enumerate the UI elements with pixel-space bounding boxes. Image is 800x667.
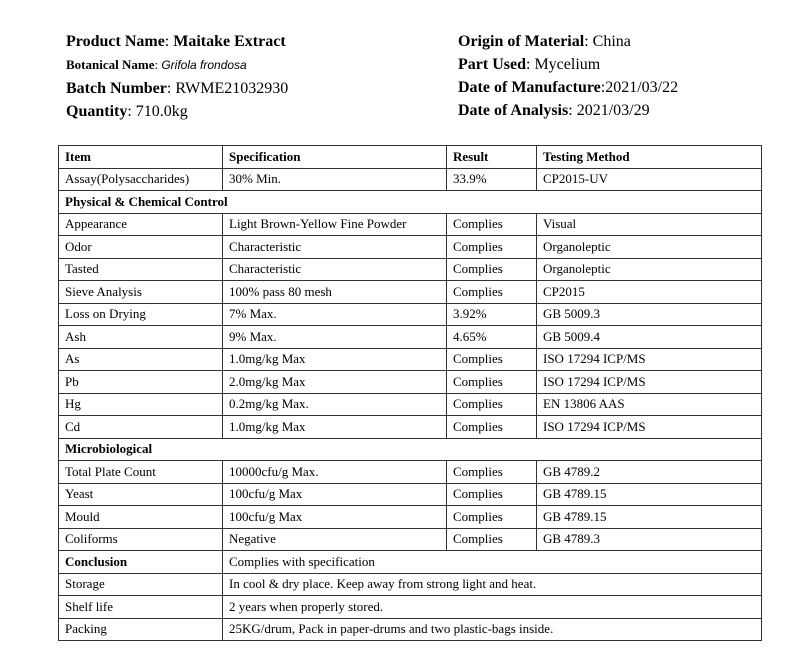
header-right [458,30,678,122]
result-cell: Complies [447,416,537,439]
section-row-micro [59,438,762,461]
analysis-date-label: Date of Analysis [458,102,569,119]
specification-cell: 0.2mg/kg Max. [223,393,447,416]
item-cell: Hg [59,393,223,416]
table-row [59,258,762,281]
item-cell: Total Plate Count [59,461,223,484]
specification-cell: Light Brown-Yellow Fine Powder [223,213,447,236]
table-row [59,281,762,304]
specification-cell: 10000cfu/g Max. [223,461,447,484]
table-row [59,371,762,394]
method-cell: CP2015 [537,281,762,304]
product-name-row: Product Name: Maitake Extract [66,33,286,50]
method-cell: Organoleptic [537,236,762,259]
item-cell: Cd [59,416,223,439]
storage-value: In cool & dry place. Keep away from strong light and heat. [223,573,762,596]
result-cell: 4.65% [447,326,537,349]
product-name-label: Product Name [66,33,165,50]
item-cell: Tasted [59,258,223,281]
method-cell: Organoleptic [537,258,762,281]
part-used-row: Part Used: Mycelium [458,56,601,73]
item-cell: Coliforms [59,528,223,551]
botanical-name-label: Botanical Name [66,57,155,72]
batch-number-row: Batch Number: RWME21032930 [66,80,289,97]
analysis-date-value: 2021/03/29 [576,102,650,119]
section-title-physical: Physical & Chemical Control [59,191,762,214]
method-cell: GB 5009.3 [537,303,762,326]
part-used-label: Part Used [458,56,526,73]
result-cell: Complies [447,393,537,416]
specification-cell: 1.0mg/kg Max [223,416,447,439]
product-name-value: Maitake Extract [173,33,286,50]
conclusion-label: Conclusion [59,551,223,574]
table-row [59,326,762,349]
origin-value: China [592,33,631,50]
specification-cell: 7% Max. [223,303,447,326]
result-cell: Complies [447,528,537,551]
table-row [59,348,762,371]
result-cell: Complies [447,506,537,529]
specification-cell: Characteristic [223,258,447,281]
column-header-testing-method: Testing Method [537,146,762,169]
specification-cell: Characteristic [223,236,447,259]
packing-label: Packing [59,618,223,641]
specification-cell: 100cfu/g Max [223,483,447,506]
table-row [59,236,762,259]
method-cell: ISO 17294 ICP/MS [537,371,762,394]
table-row-assay [59,168,762,191]
quantity-label: Quantity [66,103,128,120]
conclusion-row [59,551,762,574]
manufacture-date-value: 2021/03/22 [605,79,679,96]
botanical-name-row: Botanical Name: Grifola frondosa [66,57,247,72]
column-header-item: Item [59,146,223,169]
result-cell: Complies [447,348,537,371]
result-cell: 3.92% [447,303,537,326]
specification-cell: 9% Max. [223,326,447,349]
specification-cell: 2.0mg/kg Max [223,371,447,394]
result-cell: Complies [447,371,537,394]
table-row [59,303,762,326]
item-cell: Pb [59,371,223,394]
packing-value: 25KG/drum, Pack in paper-drums and two plastic-bags inside. [223,618,762,641]
shelf-life-value: 2 years when properly stored. [223,596,762,619]
specification-cell: Negative [223,528,447,551]
origin-label: Origin of Material [458,33,585,50]
item-cell: Sieve Analysis [59,281,223,304]
part-used-value: Mycelium [534,56,601,73]
table-row [59,461,762,484]
botanical-name-value: Grifola frondosa [161,58,247,72]
method-cell: GB 4789.2 [537,461,762,484]
assay-result: 33.9% [447,168,537,191]
assay-specification: 30% Min. [223,168,447,191]
table-row [59,483,762,506]
method-cell: GB 4789.15 [537,483,762,506]
table-row [59,416,762,439]
result-cell: Complies [447,236,537,259]
conclusion-value: Complies with specification [223,551,762,574]
result-cell: Complies [447,258,537,281]
method-cell: Visual [537,213,762,236]
storage-label: Storage [59,573,223,596]
header-left [66,30,288,123]
item-cell: Odor [59,236,223,259]
method-cell: ISO 17294 ICP/MS [537,416,762,439]
method-cell: GB 4789.15 [537,506,762,529]
table-row [59,528,762,551]
assay-method: CP2015-UV [537,168,762,191]
manufacture-date-label: Date of Manufacture [458,79,601,96]
shelf-life-row [59,596,762,619]
specification-cell: 1.0mg/kg Max [223,348,447,371]
specification-table [58,145,762,641]
result-cell: Complies [447,213,537,236]
packing-row [59,618,762,641]
specification-cell: 100% pass 80 mesh [223,281,447,304]
method-cell: GB 4789.3 [537,528,762,551]
result-cell: Complies [447,483,537,506]
table-row [59,213,762,236]
origin-row: Origin of Material: China [458,33,631,50]
table-row [59,393,762,416]
result-cell: Complies [447,461,537,484]
column-header-specification: Specification [223,146,447,169]
physical-rows [59,213,762,438]
section-row-physical [59,191,762,214]
quantity-row: Quantity: 710.0kg [66,103,188,120]
method-cell: ISO 17294 ICP/MS [537,348,762,371]
item-cell: Ash [59,326,223,349]
result-cell: Complies [447,281,537,304]
section-title-micro: Microbiological [59,438,762,461]
table-header-row [59,146,762,169]
micro-rows [59,461,762,551]
assay-item: Assay(Polysaccharides) [59,168,223,191]
shelf-life-label: Shelf life [59,596,223,619]
item-cell: Mould [59,506,223,529]
item-cell: Appearance [59,213,223,236]
table-row [59,506,762,529]
batch-number-label: Batch Number [66,80,167,97]
method-cell: EN 13806 AAS [537,393,762,416]
item-cell: As [59,348,223,371]
analysis-date-row: Date of Analysis: 2021/03/29 [458,102,650,119]
column-header-result: Result [447,146,537,169]
manufacture-date-row: Date of Manufacture:2021/03/22 [458,79,679,96]
specification-cell: 100cfu/g Max [223,506,447,529]
quantity-value: 710.0kg [135,103,188,120]
batch-number-value: RWME21032930 [175,80,289,97]
item-cell: Loss on Drying [59,303,223,326]
item-cell: Yeast [59,483,223,506]
storage-row [59,573,762,596]
method-cell: GB 5009.4 [537,326,762,349]
